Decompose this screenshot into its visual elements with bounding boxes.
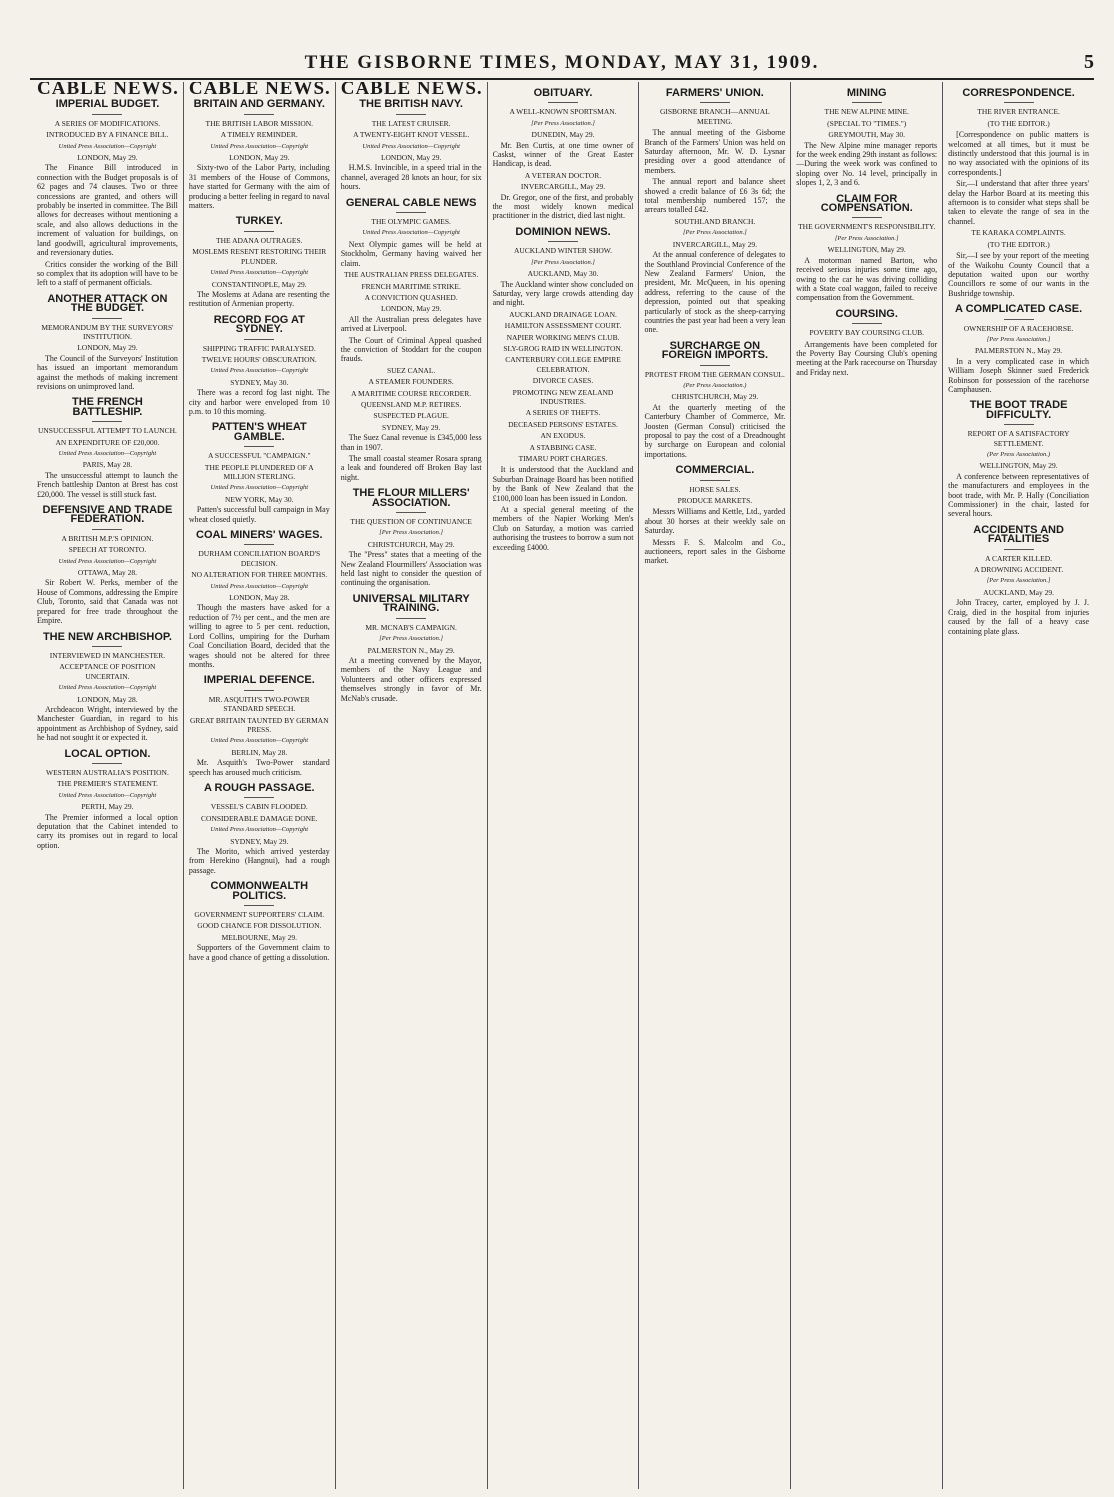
columns: [32, 82, 1094, 1489]
dateline: NEW YORK, May 30.: [225, 494, 294, 504]
article-heading: THE BOOT TRADE DIFFICULTY.: [969, 399, 1068, 421]
article-heading: THE NEW ARCHBISHOP.: [42, 630, 172, 643]
subheading: THE OLYMPIC GAMES.: [371, 217, 451, 227]
paragraph: At a special general meeting of the members of the Napier Working Men's Club on Saturday, a motion was carried authorising the trustees to borrow a sum not exceeding £4000.: [492, 505, 634, 552]
article: [948, 305, 1089, 394]
article-heading: PATTEN'S WHEAT GAMBLE.: [211, 421, 307, 443]
article: [189, 882, 330, 962]
subheading: CONSIDERABLE DAMAGE DONE.: [201, 813, 318, 823]
paragraph: In a very complicated case in which William Joseph Skinner sued Frederick Robinson for possession of the racehorse Camphausen.: [948, 356, 1090, 394]
paragraph: Mr. Ben Curtis, at one time owner of Caskst, winner of the Great Easter Handicap, is dead.: [492, 140, 634, 169]
paragraph: All the Australian press delegates have arrived at Liverpool.: [340, 314, 482, 334]
subheading: GISBORNE BRANCH—ANNUAL MEETING.: [659, 107, 770, 126]
press-credit: United Press Association—Copyright: [362, 142, 460, 150]
article: [948, 401, 1089, 518]
press-credit: [Per Press Association.]: [379, 635, 444, 643]
article: [644, 217, 785, 335]
divider: [700, 365, 730, 366]
divider: [548, 102, 578, 103]
divider: [92, 421, 122, 422]
paragraph: Archdeacon Wright, interviewed by the Manchester Guardian, in regard to his appointment as Archbishop of Sydney, said he had not sought it or expected it.: [37, 704, 178, 743]
subheading: GOVERNMENT SUPPORTERS' CLAIM.: [194, 910, 325, 920]
paragraph: The small coastal steamer Rosara sprang a leak and foundered off Broken Bay last night.: [340, 454, 482, 482]
paragraph: Dr. Gregor, one of the first, and probably the most widely known medical practitioner in the district, died last night.: [492, 192, 634, 221]
subheading: NAPIER WORKING MEN'S CLUB.: [506, 332, 620, 342]
divider: [396, 114, 426, 115]
paragraph: The unsuccessful attempt to launch the French battleship Danton at Brest has cost £20,000. The vessel is still stuck fast.: [37, 470, 178, 499]
subheading: SPEECH AT TORONTO.: [68, 545, 147, 555]
dateline: DUNEDIN, May 29.: [531, 130, 595, 140]
paragraph: The Premier informed a local option deputation that the Cabinet intended to carry its promises out in regard to local option.: [37, 812, 178, 850]
divider: [852, 102, 882, 103]
press-credit: [Per Press Association.]: [531, 258, 595, 266]
subheading: A CARTER KILLED.: [985, 553, 1052, 563]
article: [340, 196, 482, 268]
masthead: [30, 50, 1094, 74]
subheading: A CONVICTION QUASHED.: [364, 292, 458, 302]
article: [37, 100, 178, 287]
dateline: PARIS, May 28.: [82, 460, 133, 470]
paragraph: H.M.S. Invincible, in a speed trial in the channel, averaged 28 knots an hour, for six hours.: [340, 163, 482, 192]
column-4: [488, 82, 640, 1489]
paragraph: The annual report and balance sheet showed a credit balance of £6 3s 6d; the total membership numbered 157; the arrears totalled £42.: [644, 177, 786, 215]
press-credit: [Per Press Association.]: [986, 335, 1051, 343]
divider: [244, 446, 274, 447]
column-3: [336, 82, 488, 1489]
subheading: (SPECIAL TO "TIMES."): [827, 118, 907, 128]
press-credit: [Per Press Association.]: [531, 119, 595, 127]
article: [644, 339, 786, 459]
subheading: A WELL-KNOWN SPORTSMAN.: [509, 107, 617, 117]
press-credit: [Per Press Association.]: [834, 234, 899, 242]
subheading: QUEENSLAND M.P. RETIRES.: [361, 399, 462, 409]
subheading: THE NEW ALPINE MINE.: [824, 107, 909, 117]
press-credit: United Press Association—Copyright: [58, 557, 157, 565]
divider: [244, 797, 274, 798]
dateline: MELBOURNE, May 29.: [221, 932, 297, 942]
press-credit: United Press Association—Copyright: [210, 142, 309, 150]
subheading: A SERIES OF THEFTS.: [525, 408, 601, 418]
article-heading: RECORD FOG AT SYDNEY.: [213, 313, 305, 336]
article: [341, 489, 482, 588]
subheading: A TWENTY-EIGHT KNOT VESSEL.: [353, 130, 470, 140]
article-heading: THE FLOUR MILLERS' ASSOCIATION.: [352, 487, 470, 509]
subheading: HORSE SALES.: [689, 484, 741, 494]
divider: [92, 763, 122, 764]
subheading: SUEZ CANAL.: [386, 365, 436, 375]
subheading: THE AUSTRALIAN PRESS DELEGATES.: [344, 270, 479, 280]
article: [644, 466, 785, 566]
divider: [92, 529, 122, 530]
dateline: BERLIN, May 28.: [231, 747, 288, 757]
dateline: SYDNEY, May 29.: [382, 422, 441, 432]
subheading: A STABBING CASE.: [529, 442, 597, 452]
page-number: 5: [1084, 51, 1094, 73]
subheading: MOSLEMS RESENT RESTORING THEIR PLUNDER.: [192, 247, 327, 266]
dateline: LONDON, May 29.: [229, 153, 290, 163]
article-heading: DOMINION NEWS.: [515, 225, 611, 238]
dateline: LONDON, May 29.: [380, 304, 442, 314]
article: [37, 747, 178, 851]
divider: [548, 241, 578, 242]
dateline: LONDON, May 28.: [77, 694, 138, 704]
press-credit: [Per Press Association.]: [986, 577, 1051, 585]
subheading: OWNERSHIP OF A RACEHORSE.: [963, 323, 1074, 333]
paragraph: The New Alpine mine manager reports for the week ending 29th instant as follows:—During the week work was confined to sloping over No. 14 level, principally in slopes 1, 2, 3 and 6.: [796, 140, 938, 188]
divider: [396, 512, 426, 513]
article-heading: COURSING.: [835, 307, 898, 320]
press-credit: United Press Association—Copyright: [58, 450, 157, 457]
subheading: DIVORCE CASES.: [532, 376, 594, 386]
press-credit: United Press Association—Copyright: [210, 367, 309, 375]
divider: [852, 323, 882, 324]
column-1: [32, 82, 184, 1489]
subheading: MR. ASQUITH'S TWO-POWER STANDARD SPEECH.: [208, 694, 310, 714]
subheading: SOUTHLAND BRANCH.: [674, 216, 756, 226]
dateline: CHRISTCHURCH, May 29.: [671, 392, 759, 402]
paragraph: At a meeting convened by the Mayor, members of the Navy League and Volunteers and other officers expressed themselves strongly in favor of Mr. McNab's crusade.: [340, 655, 482, 703]
article-heading: COAL MINERS' WAGES.: [196, 529, 323, 542]
article: [341, 366, 482, 482]
divider: [244, 339, 274, 340]
subheading: GREAT BRITAIN TAUNTED BY GERMAN PRESS.: [189, 715, 329, 734]
divider: [244, 544, 274, 545]
column-6: [791, 82, 943, 1489]
paragraph: The Council of the Surveyors' Institution has issued an important memorandum against the methods of making increment revisions on unimproved land.: [37, 353, 178, 391]
dateline: AUCKLAND, May 30.: [527, 269, 599, 279]
subheading: NO ALTERATION FOR THREE MONTHS.: [191, 570, 328, 580]
paragraph: At the annual conference of delegates to the Southland Provincial Conference of the New Zealand Farmers' Union, the president, Mr. McQueen, in his opening address, referring to the cause of the depression, pointed out that speaking particularly of stock as the sheep-carrying countries the past year had been a very lean one.: [644, 250, 786, 335]
paragraph: The Finance Bill introduced in connection with the Budget proposals is of 62 pages and 74 clauses. Two or three concessions are granted, and others will probably be inserted in committee. The Bill allows for decreases without mentioning a scale, and also allows deductions in the increment of valuation for buildings, on land goodwill, agricultural improvements, and reversionary duties.: [37, 163, 178, 258]
subheading: A TIMELY REMINDER.: [220, 130, 298, 140]
press-credit: United Press Association—Copyright: [58, 142, 157, 150]
paragraph: The annual meeting of the Gisborne Branch of the Farmers' Union was held on Saturday afternoon, Mr. W. D. Lysnar presiding over a good attendance of members.: [644, 128, 786, 175]
article-heading: TURKEY.: [235, 215, 283, 228]
paragraph: The Morito, which arrived yesterday from Herekino (Hangnui), had a rough passage.: [188, 847, 330, 875]
press-credit: United Press Association—Copyright: [210, 826, 309, 834]
subheading: DECEASED PERSONS' ESTATES.: [508, 419, 618, 429]
subheading: VESSEL'S CABIN FLOODED.: [210, 802, 308, 812]
divider: [396, 212, 426, 213]
paragraph: There was a record fog last night. The city and harbor were enveloped from 10 p.m. to 10 this morning.: [188, 388, 330, 416]
subheading: PROMOTING NEW ZEALAND INDUSTRIES.: [512, 387, 614, 406]
subheading: POVERTY BAY COURSING CLUB.: [809, 328, 925, 338]
subheading: PROTEST FROM THE GERMAN CONSUL.: [644, 369, 785, 379]
article-heading: THE FRENCH BATTLESHIP.: [71, 396, 143, 418]
article-heading: CORRESPONDENCE.: [962, 87, 1075, 99]
article-heading: A COMPLICATED CASE.: [955, 303, 1083, 316]
paragraph: A conference between representatives of the manufacturers and employees in the boot trade, with Mr. P. Hally (Conciliation Commissioner) in the chair, lasted for several hours.: [948, 471, 1090, 519]
dateline: PERTH, May 29.: [81, 802, 134, 812]
subheading: GOOD CHANCE FOR DISSOLUTION.: [197, 921, 322, 931]
subheading: DURHAM CONCILIATION BOARD'S DECISION.: [198, 549, 321, 568]
article: [948, 228, 1089, 298]
press-credit: United Press Association—Copyright: [210, 484, 309, 492]
press-credit: United Press Association—Copyright: [58, 791, 157, 799]
article: [796, 192, 938, 303]
dateline: PALMERSTON N., May 29.: [975, 346, 1063, 356]
dateline: OTTAWA, May 28.: [77, 568, 138, 578]
subheading: THE GOVERNMENT'S RESPONSIBILITY.: [798, 222, 936, 232]
subheading: FRENCH MARITIME STRIKE.: [361, 281, 461, 291]
subheading: A SUCCESSFUL "CAMPAIGN.": [208, 451, 311, 461]
dateline: WELLINGTON, May 29.: [979, 461, 1058, 471]
subheading: THE QUESTION OF CONTINUANCE: [350, 517, 472, 527]
subheading: THE PEOPLE PLUNDERED OF A MILLION STERLING.: [204, 462, 314, 481]
paragraph: Supporters of the Government claim to have a good chance of getting a dissolution.: [188, 943, 330, 962]
subheading: MEMORANDUM BY THE SURVEYORS' INSTITUTION.: [41, 322, 174, 341]
column-5: [639, 82, 791, 1489]
dateline: CHRISTCHURCH, May 29.: [367, 539, 455, 549]
paragraph: Sir,—I understand that after three years' delay the Harbor Board at its meeting this afternoon is to consider what steps shall be taken to elevate the range of sea in the channel.: [948, 179, 1090, 226]
divider: [244, 690, 274, 691]
article-heading: THE BRITISH NAVY.: [359, 98, 463, 111]
divider: [92, 318, 122, 319]
article-heading: OBITUARY.: [533, 87, 593, 99]
subheading: MR. MCNAB'S CAMPAIGN.: [365, 622, 457, 632]
article: [341, 100, 482, 191]
subheading: UNSUCCESSFUL ATTEMPT TO LAUNCH.: [37, 426, 177, 436]
column-2: [184, 82, 336, 1489]
article-heading: COMMONWEALTH POLITICS.: [210, 880, 309, 902]
press-credit: United Press Association—Copyright: [58, 684, 157, 692]
article-heading: GENERAL CABLE NEWS: [345, 196, 477, 209]
subheading: AUCKLAND DRAINAGE LOAN.: [509, 309, 617, 319]
dateline: WELLINGTON, May 29.: [827, 245, 906, 255]
subheading: THE PREMIER'S STATEMENT.: [57, 779, 158, 789]
dateline: GREYMOUTH, May 30.: [828, 130, 906, 140]
column-7: [943, 82, 1094, 1489]
subheading: THE ADANA OUTRAGES.: [216, 235, 303, 245]
subheading: A DROWNING ACCIDENT.: [973, 565, 1064, 575]
paragraph: Patten's successful bull campaign in May wheat closed quietly.: [188, 505, 330, 524]
press-credit: [Per Press Association.]: [379, 529, 444, 537]
subheading: SHIPPING TRAFFIC PARALYSED.: [202, 343, 316, 353]
subheading: INTRODUCED BY A FINANCE BILL.: [46, 130, 169, 140]
subheading: REPORT OF A SATISFACTORY SETTLEMENT.: [967, 429, 1070, 448]
article-heading: A ROUGH PASSAGE.: [203, 781, 315, 794]
subheading: TWELVE HOURS' OBSCURATION.: [201, 354, 317, 364]
divider: [852, 217, 882, 218]
subheading: HAMILTON ASSESSMENT COURT.: [504, 321, 622, 331]
article: [948, 89, 1089, 226]
article: [189, 217, 330, 308]
article-heading: UNIVERSAL MILITARY TRAINING.: [352, 592, 470, 615]
article-heading: DEFENSIVE AND TRADE FEDERATION.: [42, 504, 173, 526]
dateline: LONDON, May 29.: [77, 153, 138, 163]
dateline: AUCKLAND, May 29.: [983, 587, 1054, 597]
dateline: LONDON, May 28.: [229, 593, 290, 603]
paragraph: The Court of Criminal Appeal quashed the conviction of Stoddart for the coupon frauds.: [340, 335, 482, 364]
divider: [700, 480, 730, 481]
paragraph: Sir Robert W. Perks, member of the House of Commons, addressing the Empire Club, Toronto, said that Canada was not prepared for free trade throughout the Empire.: [37, 578, 178, 626]
divider: [1004, 319, 1034, 320]
article-heading: COMMERCIAL.: [675, 464, 755, 477]
divider: [396, 618, 426, 619]
divider: [1004, 424, 1034, 425]
article: [37, 398, 178, 499]
paragraph: The Suez Canal revenue is £345,000 less than in 1907.: [340, 433, 482, 452]
press-credit: United Press Association—Copyright: [210, 269, 309, 277]
article: [340, 592, 482, 703]
paragraph: Though the masters have asked for a reduction of 7½ per cent., and the men are willing to agree to 5 per cent. reduction, Lord Collins, umpiring for the Durham Coal Conciliation Board, decided that the wages should not be altered for three months.: [188, 603, 330, 669]
paragraph: The Moslems at Adana are resenting the restitution of Armenian property.: [188, 289, 330, 309]
article: [189, 676, 330, 777]
dateline: CONSTANTINOPLE, May 29.: [211, 279, 307, 289]
article: [341, 270, 482, 364]
paragraph: Sir,—I see by your report of the meeting of the Waikohu County Council that a deputation waited upon our worthy Councillors re some of our wants in the Bushridge township.: [948, 251, 1090, 298]
paragraph: Critics consider the working of the Bill so complex that its adoption will have to be left to a staff of permanent officials.: [37, 259, 178, 288]
subheading: PRODUCE MARKETS.: [677, 496, 753, 506]
article-heading: FARMERS' UNION.: [665, 87, 764, 99]
article-heading: MINING: [846, 87, 887, 99]
subheading: WESTERN AUSTRALIA'S POSITION.: [46, 767, 169, 777]
paragraph: Next Olympic games will be held at Stockholm, Germany having waived her claim.: [340, 239, 482, 268]
masthead-rule: [30, 78, 1094, 80]
subheading: A STEAMER FOUNDERS.: [368, 377, 454, 387]
press-credit: (Per Press Association.): [987, 451, 1051, 458]
subheading: THE LATEST CRUISER.: [371, 118, 451, 128]
dateline: INVERCARGILL, May 29.: [672, 239, 757, 249]
subheading: INTERVIEWED IN MANCHESTER.: [49, 650, 166, 660]
subheading: A VETERAN DOCTOR.: [524, 170, 602, 180]
dateline: PALMERSTON N., May 29.: [367, 645, 455, 655]
subheading: TIMARU PORT CHARGES.: [518, 454, 608, 463]
paragraph: Messrs F. S. Malcolm and Co., auctioneers, report sales in the Gisborne market.: [644, 537, 786, 566]
article-heading: CLAIM FOR COMPENSATION.: [820, 192, 913, 215]
press-credit: United Press Association—Copyright: [210, 582, 309, 590]
dateline: LONDON, May 29.: [77, 343, 138, 353]
dateline: LONDON, May 29.: [380, 153, 442, 163]
article: [492, 225, 634, 308]
paragraph: The "Press" states that a meeting of the New Zealand Flourmillers' Association was held last night to consider the question of continuing the organisation.: [340, 550, 482, 588]
article: [493, 310, 634, 552]
dateline: SYDNEY, May 30.: [230, 377, 289, 387]
subheading: A MARITIME COURSE RECORDER.: [351, 388, 472, 398]
paragraph: The Auckland winter show concluded on Saturday, very large crowds attending day and night.: [492, 279, 634, 308]
subheading: A SERIES OF MODIFICATIONS.: [54, 118, 161, 128]
divider: [92, 114, 122, 115]
article-heading: BRITAIN AND GERMANY.: [193, 98, 325, 111]
article-heading: IMPERIAL DEFENCE.: [203, 674, 315, 687]
divider: [244, 905, 274, 906]
article: [189, 100, 330, 210]
subheading: A BRITISH M.P.'S OPINION.: [61, 533, 154, 543]
section-head: CABLE NEWS.: [188, 82, 331, 99]
subheading: TE KARAKA COMPLAINTS.: [971, 228, 1066, 238]
article-heading: ANOTHER ATTACK ON THE BUDGET.: [47, 292, 168, 315]
subheading: ACCEPTANCE OF POSITION UNCERTAIN.: [59, 662, 156, 681]
article: [189, 423, 330, 524]
divider: [92, 646, 122, 647]
article: [189, 531, 330, 669]
article: [796, 89, 937, 188]
article: [493, 171, 634, 221]
subheading: AN EXPENDITURE OF £20,000.: [55, 437, 160, 447]
paragraph: John Tracey, carter, employed by J. J. Craig, died in the hospital from injuries caused by the fall of a heavy case containing plate glass.: [948, 598, 1090, 636]
masthead-title: THE GISBORNE TIMES, MONDAY, MAY 31, 1909.: [304, 52, 820, 73]
article-heading: LOCAL OPTION.: [64, 747, 151, 760]
paragraph: Mr. Asquith's Two-Power standard speech has aroused much criticism.: [188, 758, 330, 777]
article: [493, 89, 634, 169]
article-heading: ACCIDENTS AND FATALITIES: [973, 523, 1064, 546]
article: [37, 292, 178, 392]
article: [796, 307, 938, 377]
press-credit: United Press Association—Copyright: [210, 737, 309, 745]
subheading: THE BRITISH LABOR MISSION.: [205, 118, 314, 128]
press-credit: United Press Association—Copyright: [362, 229, 460, 237]
article: [188, 781, 330, 875]
subheading: THE RIVER ENTRANCE.: [977, 107, 1060, 117]
section-head: CABLE NEWS.: [37, 82, 179, 99]
divider: [700, 102, 730, 103]
article: [37, 506, 178, 625]
article-heading: IMPERIAL BUDGET.: [55, 98, 160, 111]
subheading: SUSPECTED PLAGUE.: [373, 411, 449, 421]
divider: [244, 231, 274, 232]
paragraph: Sixty-two of the Labor Party, including 31 members of the House of Commons, have started for Germany with the aim of producing a better feeling in regard to naval matters.: [188, 163, 330, 211]
subheading: (TO THE EDITOR.): [987, 239, 1050, 249]
press-credit: (Per Press Association.): [683, 381, 747, 389]
paragraph: Messrs Williams and Kettle, Ltd., yarded about 30 horses at their weekly sale on Saturday.: [644, 507, 786, 536]
article: [188, 313, 330, 417]
dateline: INVERCARGILL, May 29.: [520, 182, 606, 192]
article: [37, 630, 178, 743]
paragraph: At the quarterly meeting of the Canterbury Chamber of Commerce, Mr. Joosten (German Consul) criticised the proposal to pay the cost of a Dreadnought by surcharge on European and colonial importations.: [644, 402, 786, 459]
paragraph: A motorman named Barton, who received serious injuries some time ago, owing to the car he was driving colliding with a State coal waggon, failed to receive compensation from the Government.: [796, 255, 938, 303]
paragraph: [Correspondence on public matters is welcomed at all times, but it must be distinctly understood that this journal is in no way associated with the opinions of its correspondents.]: [948, 130, 1090, 177]
article: [948, 523, 1090, 636]
divider: [1004, 549, 1034, 550]
article: [644, 89, 785, 215]
subheading: AUCKLAND WINTER SHOW.: [513, 246, 613, 256]
article-heading: SURCHARGE ON FOREIGN IMPORTS.: [661, 339, 769, 362]
section-head: CABLE NEWS.: [340, 82, 483, 99]
paragraph: It is understood that the Auckland and Suburban Drainage Board has been notified by the Bank of New Zealand that the £100,000 loan has been issued in London.: [492, 465, 634, 503]
dateline: SYDNEY, May 29.: [230, 836, 289, 846]
subheading: AN EXODUS.: [540, 431, 586, 441]
subheading: SLY-GROG RAID IN WELLINGTON.: [503, 343, 623, 353]
paragraph: Arrangements have been completed for the Poverty Bay Coursing Club's opening meeting at the Park racecourse on Thursday and Friday next.: [796, 339, 938, 377]
subheading: (TO THE EDITOR.): [987, 118, 1050, 128]
divider: [244, 114, 274, 115]
subheading: CANTERBURY COLLEGE EMPIRE CELEBRATION.: [505, 355, 621, 374]
divider: [1004, 102, 1034, 103]
press-credit: [Per Press Association.]: [682, 229, 747, 237]
